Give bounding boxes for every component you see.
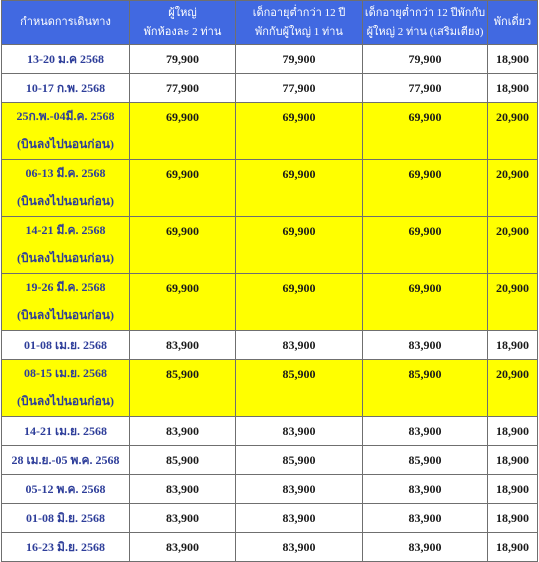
table-row	[2, 74, 538, 103]
header-line: พักห้องละ 2 ท่าน	[143, 25, 222, 38]
child-with-adult-price-cell	[236, 274, 363, 331]
price-text: 20,900	[496, 224, 529, 238]
price-text: 69,900	[282, 110, 316, 124]
single-supplement-cell: 18,900	[488, 417, 538, 446]
date-cell: 05-12 พ.ค. 2568	[2, 475, 130, 504]
adult-price-cell: 83,900	[130, 331, 236, 360]
adult-price-cell: 77,900	[130, 74, 236, 103]
child-extra-bed-price-cell: 83,900	[363, 504, 488, 533]
table-row	[2, 504, 538, 533]
table-row	[2, 417, 538, 446]
price-text: 69,900	[166, 224, 199, 238]
single-supplement-cell: 18,900	[488, 446, 538, 475]
date-cell: 14-21 เม.ย. 2568	[2, 417, 130, 446]
adult-price-cell	[130, 160, 236, 217]
child-extra-bed-price-cell: 83,900	[363, 533, 488, 562]
date-cell: 16-23 มิ.ย. 2568	[2, 533, 130, 562]
child-with-adult-price-cell	[236, 360, 363, 417]
child-extra-bed-price-cell: 83,900	[363, 331, 488, 360]
child-extra-bed-price-cell	[363, 274, 488, 331]
child-with-adult-price-cell: 83,900	[236, 533, 363, 562]
child-with-adult-price-cell: 85,900	[236, 446, 363, 475]
child-with-adult-price-cell: 83,900	[236, 475, 363, 504]
table-row	[2, 103, 538, 160]
price-text: 85,900	[408, 367, 442, 381]
single-supplement-cell	[488, 217, 538, 274]
child-with-adult-price-cell: 83,900	[236, 331, 363, 360]
child-with-adult-price-cell	[236, 217, 363, 274]
price-text: 69,900	[408, 281, 442, 295]
child-extra-bed-price-cell	[363, 160, 488, 217]
single-supplement-cell: 18,900	[488, 504, 538, 533]
child-extra-bed-price-cell	[363, 103, 488, 160]
single-supplement-cell: 18,900	[488, 331, 538, 360]
child-with-adult-price-cell: 83,900	[236, 504, 363, 533]
child-extra-bed-price-cell: 85,900	[363, 446, 488, 475]
date-cell: 10-17 ก.พ. 2568	[2, 74, 130, 103]
table-row	[2, 533, 538, 562]
table-row	[2, 274, 538, 331]
date-cell	[2, 274, 130, 331]
header-line: ผู้ใหญ่ 2 ท่าน (เสริมเตียง)	[366, 25, 484, 38]
child-with-adult-price-cell: 79,900	[236, 45, 363, 74]
adult-price-cell: 79,900	[130, 45, 236, 74]
single-supplement-cell: 18,900	[488, 74, 538, 103]
price-text: 20,900	[496, 167, 529, 181]
price-text: 20,900	[496, 281, 529, 295]
table-row	[2, 45, 538, 74]
date-text: 19-26 มี.ค. 2568	[25, 280, 106, 294]
child-extra-bed-price-cell	[363, 360, 488, 417]
adult-price-cell	[130, 360, 236, 417]
price-text: 69,900	[166, 281, 199, 295]
single-supplement-cell: 18,900	[488, 533, 538, 562]
date-cell	[2, 103, 130, 160]
table-row	[2, 160, 538, 217]
table-row	[2, 331, 538, 360]
date-text: 25ก.พ.-04มี.ค. 2568	[16, 109, 115, 123]
header-line: พักเดี่ยว	[493, 16, 532, 28]
adult-price-cell	[130, 217, 236, 274]
header-row	[2, 1, 538, 45]
child-extra-bed-price-cell	[363, 217, 488, 274]
header-travel-dates	[2, 1, 130, 45]
date-text: 08-15 เม.ย. 2568	[23, 366, 108, 380]
table-row	[2, 217, 538, 274]
date-note: (บินลงไปนอนก่อน)	[17, 194, 114, 208]
adult-price-cell: 83,900	[130, 533, 236, 562]
date-cell: 01-08 เม.ย. 2568	[2, 331, 130, 360]
price-text: 69,900	[408, 110, 442, 124]
single-supplement-cell	[488, 360, 538, 417]
date-note: (บินลงไปนอนก่อน)	[17, 308, 114, 322]
header-child-extra-bed	[363, 1, 488, 45]
date-text: 06-13 มี.ค. 2568	[25, 166, 106, 180]
child-with-adult-price-cell: 83,900	[236, 417, 363, 446]
price-text: 20,900	[496, 110, 529, 124]
price-text: 85,900	[166, 367, 199, 381]
single-supplement-cell	[488, 274, 538, 331]
date-note: (บินลงไปนอนก่อน)	[17, 251, 114, 265]
date-cell	[2, 160, 130, 217]
header-line: ผู้ใหญ่	[168, 6, 197, 19]
price-table	[1, 0, 538, 562]
child-with-adult-price-cell: 77,900	[236, 74, 363, 103]
date-cell: 28 เม.ย.-05 พ.ค. 2568	[2, 446, 130, 475]
date-cell: 01-08 มิ.ย. 2568	[2, 504, 130, 533]
price-text: 69,900	[408, 167, 442, 181]
child-extra-bed-price-cell: 79,900	[363, 45, 488, 74]
header-line: เด็กอายุต่ำกว่า 12 ปี	[252, 6, 346, 19]
table-row	[2, 446, 538, 475]
child-with-adult-price-cell	[236, 160, 363, 217]
price-text: 69,900	[282, 167, 316, 181]
child-extra-bed-price-cell: 83,900	[363, 475, 488, 504]
price-text: 69,900	[282, 281, 316, 295]
single-supplement-cell	[488, 160, 538, 217]
single-supplement-cell: 18,900	[488, 45, 538, 74]
header-child-with-1-adult	[236, 1, 363, 45]
header-single-supplement	[488, 1, 538, 45]
single-supplement-cell	[488, 103, 538, 160]
adult-price-cell	[130, 103, 236, 160]
price-text: 69,900	[166, 167, 199, 181]
price-text: 69,900	[166, 110, 199, 124]
child-with-adult-price-cell	[236, 103, 363, 160]
header-line: กำหนดการเดินทาง	[20, 16, 111, 28]
table-row	[2, 475, 538, 504]
adult-price-cell: 85,900	[130, 446, 236, 475]
price-text: 20,900	[496, 367, 529, 381]
adult-price-cell: 83,900	[130, 475, 236, 504]
price-text: 69,900	[408, 224, 442, 238]
adult-price-cell	[130, 274, 236, 331]
adult-price-cell: 83,900	[130, 504, 236, 533]
price-text: 69,900	[282, 224, 316, 238]
adult-price-cell: 83,900	[130, 417, 236, 446]
date-cell	[2, 360, 130, 417]
date-note: (บินลงไปนอนก่อน)	[17, 394, 114, 408]
date-note: (บินลงไปนอนก่อน)	[17, 137, 114, 151]
date-cell: 13-20 ม.ค 2568	[2, 45, 130, 74]
header-adult-twin	[130, 1, 236, 45]
child-extra-bed-price-cell: 77,900	[363, 74, 488, 103]
single-supplement-cell: 18,900	[488, 475, 538, 504]
child-extra-bed-price-cell: 83,900	[363, 417, 488, 446]
date-text: 14-21 มี.ค. 2568	[25, 223, 106, 237]
price-text: 85,900	[282, 367, 316, 381]
table-row	[2, 360, 538, 417]
date-cell	[2, 217, 130, 274]
header-line: เด็กอายุต่ำกว่า 12 ปีพักกับ	[364, 6, 486, 19]
header-line: พักกับผู้ใหญ่ 1 ท่าน	[255, 25, 343, 38]
table-body	[2, 45, 538, 562]
